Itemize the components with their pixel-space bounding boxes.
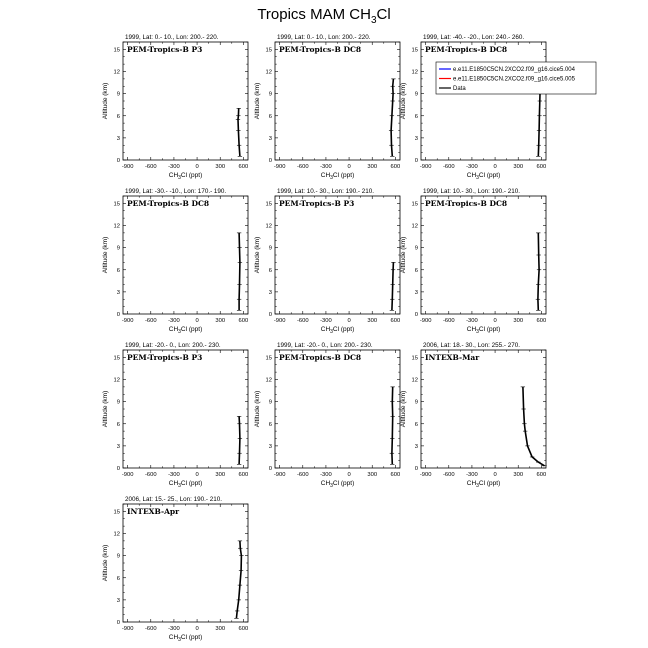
panel-5 (254, 188, 400, 335)
y-axis-title: Altitude (km) (400, 390, 407, 428)
x-axis-title: $CH_3Cl$ (ppt) (168, 634, 203, 643)
y-tick-label: 3 (414, 443, 418, 450)
x-tick-label: 0 (493, 472, 497, 478)
y-tick-label: 9 (268, 91, 272, 98)
plot-frame (123, 196, 248, 314)
page-title-main: Tropics MAM CH (257, 6, 371, 23)
x-tick-label: 600 (390, 318, 401, 324)
y-axis-title: Altitude (km) (102, 82, 109, 120)
x-tick-label: -600 (144, 164, 157, 170)
x-tick-label: 300 (215, 164, 226, 170)
y-tick-label: 3 (116, 443, 120, 450)
page-title-tail: Cl (376, 6, 391, 23)
x-tick-label: 300 (513, 164, 524, 170)
campaign-label: PEM-Tropics-B P3 (127, 45, 203, 54)
x-tick-label: -600 (144, 472, 157, 478)
data-line (538, 233, 539, 310)
plot-frame (421, 350, 546, 468)
data-line (239, 233, 240, 310)
x-tick-label: 600 (238, 626, 249, 632)
x-tick-label: 0 (195, 318, 199, 324)
x-axis-title: $CH_3Cl$ (ppt) (168, 172, 203, 181)
campaign-label: PEM-Tropics-B DC8 (425, 199, 508, 208)
x-axis-title: $CH_3Cl$ (ppt) (168, 480, 203, 489)
x-tick-label: 600 (238, 164, 249, 170)
x-tick-label: -900 (273, 318, 286, 324)
y-tick-label: 6 (414, 267, 418, 274)
campaign-label: PEM-Tropics-B DC8 (279, 45, 362, 54)
data-line (523, 387, 545, 466)
x-tick-label: -900 (121, 472, 134, 478)
y-tick-label: 15 (411, 355, 418, 362)
x-axis-title: $CH_3Cl$ (ppt) (320, 480, 355, 489)
y-tick-label: 0 (268, 158, 272, 164)
panel-6 (400, 188, 546, 335)
y-tick-label: 12 (113, 69, 120, 76)
x-tick-label: -300 (168, 318, 180, 324)
y-tick-label: 0 (116, 312, 120, 318)
panel-header: 1999, Lat: 10.- 30., Lon: 190.- 210. (423, 188, 520, 195)
y-tick-label: 9 (414, 245, 418, 252)
x-tick-label: -300 (168, 472, 180, 478)
y-tick-label: 0 (414, 466, 418, 472)
x-tick-label: -900 (273, 472, 286, 478)
panel-header: 1999, Lat: 0.- 10., Lon: 200.- 220. (277, 34, 371, 41)
x-axis-title: $CH_3Cl$ (ppt) (168, 326, 203, 335)
x-axis-title: $CH_3Cl$ (ppt) (320, 326, 355, 335)
x-tick-label: 300 (367, 164, 378, 170)
x-tick-label: 0 (347, 472, 351, 478)
legend-label: Data (453, 86, 466, 92)
data-line (392, 387, 393, 464)
panel-header: 1999, Lat: -40.- -20., Lon: 240.- 260. (423, 34, 525, 41)
panel-header: 1999, Lat: -20.- 0., Lon: 200.- 230. (125, 342, 221, 349)
campaign-label: PEM-Tropics-B P3 (279, 199, 355, 208)
panel-header: 1999, Lat: -20.- 0., Lon: 200.- 230. (277, 342, 373, 349)
y-axis-title: Altitude (km) (400, 236, 407, 274)
y-axis-title: Altitude (km) (400, 82, 407, 120)
y-tick-label: 9 (116, 553, 120, 560)
panel-4 (102, 188, 248, 335)
y-tick-label: 15 (113, 201, 120, 208)
y-tick-label: 6 (268, 421, 272, 428)
y-tick-label: 12 (113, 223, 120, 230)
y-tick-label: 12 (411, 69, 418, 76)
y-tick-label: 15 (113, 47, 120, 54)
y-tick-label: 15 (113, 355, 120, 362)
y-tick-label: 0 (116, 620, 120, 626)
x-tick-label: -600 (442, 164, 455, 170)
campaign-label: INTEXB-Apr (127, 507, 180, 516)
plot-frame (123, 350, 248, 468)
panel-1 (102, 34, 248, 181)
x-tick-label: 300 (215, 318, 226, 324)
plot-frame (123, 504, 248, 622)
x-tick-label: 0 (493, 318, 497, 324)
y-tick-label: 6 (268, 267, 272, 274)
campaign-label: PEM-Tropics-B DC8 (127, 199, 210, 208)
y-axis-title: Altitude (km) (254, 390, 261, 428)
x-tick-label: -600 (442, 472, 455, 478)
x-tick-label: 600 (536, 164, 547, 170)
y-tick-label: 15 (411, 201, 418, 208)
y-tick-label: 12 (411, 223, 418, 230)
x-tick-label: 300 (215, 626, 226, 632)
x-tick-label: -900 (273, 164, 286, 170)
y-tick-label: 3 (116, 135, 120, 142)
y-tick-label: 6 (116, 113, 120, 120)
y-tick-label: 0 (116, 158, 120, 164)
panel-8 (254, 342, 400, 489)
y-tick-label: 0 (268, 312, 272, 318)
y-tick-label: 3 (268, 289, 272, 296)
x-tick-label: -900 (419, 164, 432, 170)
y-tick-label: 12 (113, 377, 120, 384)
panel-header: 1999, Lat: 10.- 30., Lon: 190.- 210. (277, 188, 374, 195)
legend-label: e.e11.E1850C5CN.2XCO2.f09_g16.cice5.005 (453, 76, 575, 83)
panel-header: 1999, Lat: -30.- -10., Lon: 170.- 190. (125, 188, 227, 195)
x-tick-label: -600 (296, 164, 309, 170)
x-axis-title: $CH_3Cl$ (ppt) (466, 480, 501, 489)
y-tick-label: 6 (414, 421, 418, 428)
x-axis-title: $CH_3Cl$ (ppt) (320, 172, 355, 181)
panel-3 (400, 34, 546, 181)
y-tick-label: 15 (265, 47, 272, 54)
y-tick-label: 12 (113, 531, 120, 538)
x-tick-label: 300 (367, 472, 378, 478)
panel-header: 1999, Lat: 0.- 10., Lon: 200.- 220. (125, 34, 219, 41)
panel-9 (400, 342, 547, 489)
x-axis-title: $CH_3Cl$ (ppt) (466, 326, 501, 335)
plot-frame (275, 196, 400, 314)
x-tick-label: 600 (536, 472, 547, 478)
y-tick-label: 0 (414, 158, 418, 164)
y-tick-label: 3 (116, 597, 120, 604)
x-tick-label: 600 (238, 318, 249, 324)
y-tick-label: 3 (414, 135, 418, 142)
y-tick-label: 6 (116, 421, 120, 428)
plot-frame (421, 196, 546, 314)
panel-header: 2006, Lat: 15.- 25., Lon: 190.- 210. (125, 496, 222, 503)
x-tick-label: -300 (168, 164, 180, 170)
y-tick-label: 0 (268, 466, 272, 472)
y-tick-label: 9 (268, 245, 272, 252)
y-tick-label: 0 (116, 466, 120, 472)
x-tick-label: -600 (144, 318, 157, 324)
data-line (391, 79, 393, 156)
y-tick-label: 0 (414, 312, 418, 318)
y-tick-label: 9 (116, 91, 120, 98)
x-tick-label: 0 (347, 164, 351, 170)
x-tick-label: -900 (419, 472, 432, 478)
y-axis-title: Altitude (km) (102, 544, 109, 582)
y-tick-label: 15 (265, 355, 272, 362)
x-tick-label: -900 (121, 626, 134, 632)
x-tick-label: -300 (466, 318, 478, 324)
y-axis-title: Altitude (km) (254, 82, 261, 120)
y-tick-label: 15 (113, 509, 120, 516)
y-tick-label: 9 (414, 91, 418, 98)
y-tick-label: 9 (414, 399, 418, 406)
y-tick-label: 9 (116, 245, 120, 252)
x-tick-label: 600 (536, 318, 547, 324)
x-tick-label: 300 (215, 472, 226, 478)
plot-frame (421, 42, 546, 160)
x-tick-label: -300 (466, 472, 478, 478)
x-tick-label: 300 (367, 318, 378, 324)
y-axis-title: Altitude (km) (102, 390, 109, 428)
x-tick-label: -600 (442, 318, 455, 324)
y-tick-label: 12 (265, 223, 272, 230)
x-tick-label: 300 (513, 472, 524, 478)
x-tick-label: 600 (390, 472, 401, 478)
plot-frame (275, 350, 400, 468)
x-tick-label: -600 (144, 626, 157, 632)
x-tick-label: -900 (121, 164, 134, 170)
x-tick-label: -900 (419, 318, 432, 324)
y-axis-title: Altitude (km) (254, 236, 261, 274)
x-tick-label: -300 (466, 164, 478, 170)
panel-10 (102, 496, 248, 643)
y-tick-label: 12 (265, 377, 272, 384)
plot-frame (123, 42, 248, 160)
y-tick-label: 15 (411, 47, 418, 54)
panel-2 (254, 34, 400, 181)
x-tick-label: -300 (168, 626, 180, 632)
x-tick-label: 600 (390, 164, 401, 170)
y-tick-label: 9 (116, 399, 120, 406)
campaign-label: PEM-Tropics-B P3 (127, 353, 203, 362)
x-tick-label: 0 (347, 318, 351, 324)
x-tick-label: 0 (493, 164, 497, 170)
x-tick-label: 600 (238, 472, 249, 478)
x-tick-label: 0 (195, 626, 199, 632)
x-tick-label: 300 (513, 318, 524, 324)
y-tick-label: 3 (116, 289, 120, 296)
y-tick-label: 3 (268, 443, 272, 450)
x-tick-label: 0 (195, 472, 199, 478)
y-tick-label: 6 (116, 575, 120, 582)
y-tick-label: 9 (268, 399, 272, 406)
x-tick-label: -600 (296, 318, 309, 324)
x-tick-label: -600 (296, 472, 309, 478)
x-tick-label: -300 (320, 472, 332, 478)
y-tick-label: 3 (268, 135, 272, 142)
y-tick-label: 12 (265, 69, 272, 76)
campaign-label: INTEXB-Mar (425, 353, 480, 362)
campaign-label: PEM-Tropics-B DC8 (425, 45, 508, 54)
x-tick-label: -900 (121, 318, 134, 324)
x-tick-label: 0 (195, 164, 199, 170)
page-title-subscript: 3 (370, 15, 377, 26)
x-tick-label: -300 (320, 164, 332, 170)
x-axis-title: $CH_3Cl$ (ppt) (466, 172, 501, 181)
y-tick-label: 12 (411, 377, 418, 384)
y-tick-label: 15 (265, 201, 272, 208)
y-tick-label: 6 (414, 113, 418, 120)
campaign-label: PEM-Tropics-B DC8 (279, 353, 362, 362)
plot-frame (275, 42, 400, 160)
y-tick-label: 6 (268, 113, 272, 120)
legend (436, 62, 596, 94)
panel-header: 2006, Lat: 18.- 30., Lon: 255.- 270. (423, 342, 520, 349)
legend-label: e.e11.E1850C5CN.2XCO2.f09_g16.cice5.004 (453, 67, 575, 73)
data-line (236, 541, 241, 618)
y-axis-title: Altitude (km) (102, 236, 109, 274)
y-tick-label: 6 (116, 267, 120, 274)
x-tick-label: -300 (320, 318, 332, 324)
panel-7 (102, 342, 248, 489)
y-tick-label: 3 (414, 289, 418, 296)
